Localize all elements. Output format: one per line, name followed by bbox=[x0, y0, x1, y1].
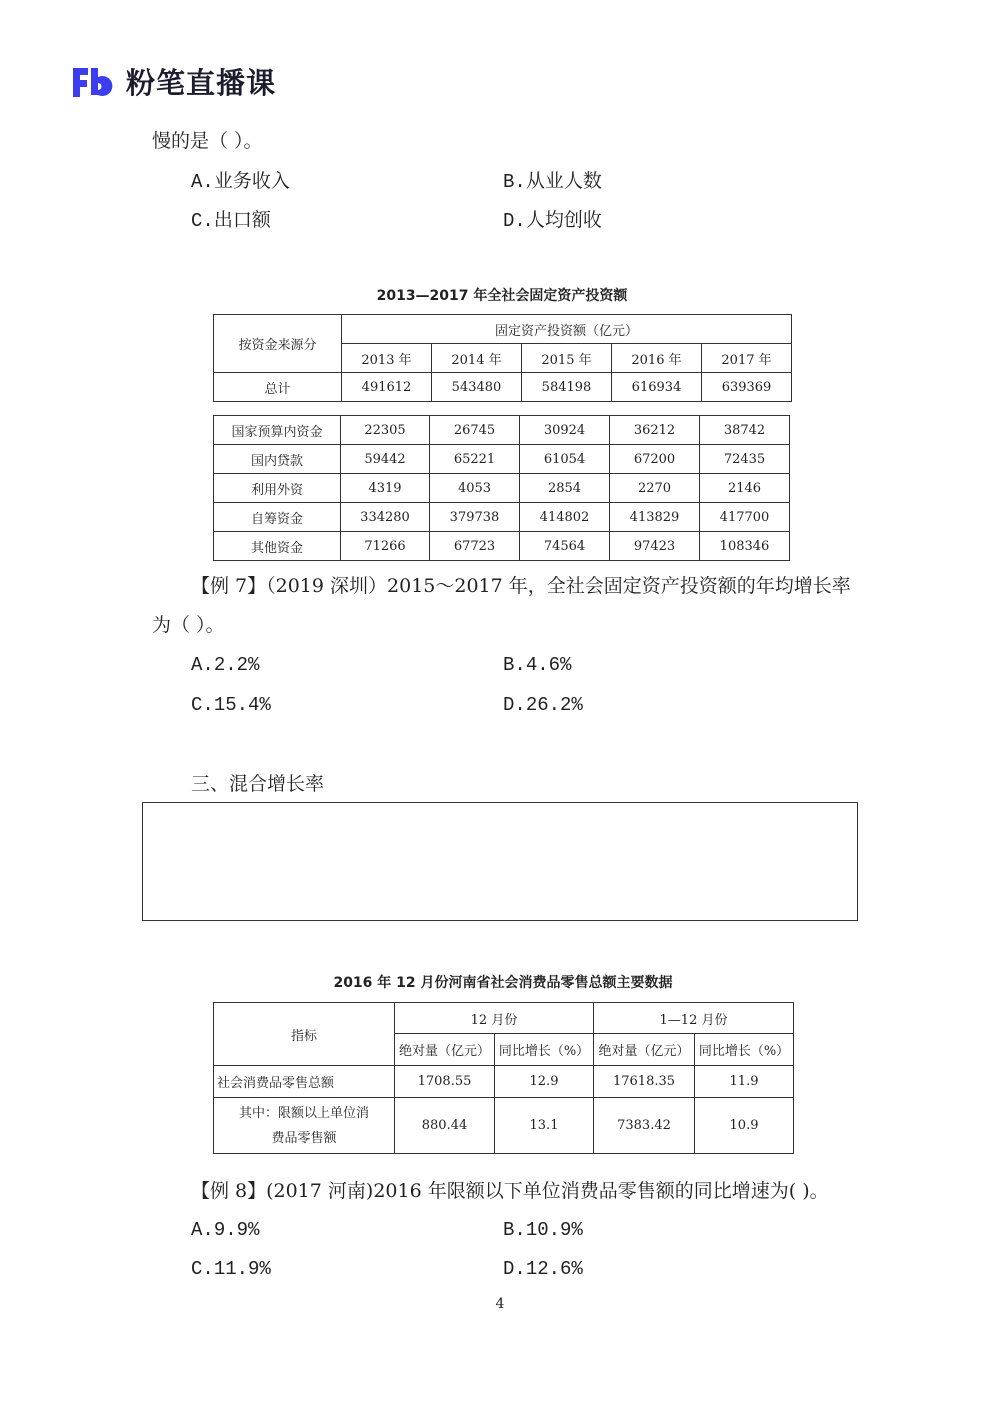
table2-cell: 7383.42 bbox=[594, 1098, 695, 1154]
table1-cell: 417700 bbox=[700, 503, 790, 532]
prev-option-c: C.出口额 bbox=[191, 209, 271, 232]
table2-row-label: 其中：限额以上单位消 费品零售额 bbox=[214, 1098, 395, 1154]
table1-cell: 108346 bbox=[700, 532, 790, 561]
table-row bbox=[214, 416, 790, 445]
table2-cell: 13.1 bbox=[495, 1098, 594, 1154]
table2-cell: 17618.35 bbox=[594, 1066, 695, 1098]
table2-subcol: 绝对量（亿元） bbox=[594, 1034, 695, 1066]
table2-cell: 10.9 bbox=[695, 1098, 794, 1154]
table1-header bbox=[213, 314, 792, 402]
table1-cell: 38742 bbox=[700, 416, 790, 445]
table1-cell: 584198 bbox=[522, 373, 612, 402]
table1-cell: 4053 bbox=[430, 474, 520, 503]
table1-year: 2013 年 bbox=[342, 344, 432, 373]
table1-cell: 491612 bbox=[342, 373, 432, 402]
table1-cell: 2146 bbox=[700, 474, 790, 503]
table-row bbox=[214, 474, 790, 503]
q7-stem-cont: 为（ ）。 bbox=[152, 614, 225, 636]
table1-cell: 543480 bbox=[432, 373, 522, 402]
q7-option-b: B.4.6% bbox=[503, 654, 572, 676]
table1-cell: 26745 bbox=[430, 416, 520, 445]
page-number: 4 bbox=[495, 1296, 505, 1312]
table1-year: 2016 年 bbox=[612, 344, 702, 373]
table2 bbox=[213, 1002, 794, 1154]
table1-row-label: 国家预算内资金 bbox=[214, 416, 341, 445]
table1-cell: 61054 bbox=[520, 445, 610, 474]
table2-cell: 1708.55 bbox=[395, 1066, 495, 1098]
q7-stem: 【例 7】（2019 深圳）2015～2017 年，全社会固定资产投资额的年均增长率 bbox=[191, 575, 851, 597]
table1-cell: 72435 bbox=[700, 445, 790, 474]
table1-total-row bbox=[214, 373, 792, 402]
table1-cell: 36212 bbox=[610, 416, 700, 445]
table1-cell: 2270 bbox=[610, 474, 700, 503]
table1-cell: 74564 bbox=[520, 532, 610, 561]
q7-option-d: D.26.2% bbox=[503, 694, 583, 716]
table2-subcol: 绝对量（亿元） bbox=[395, 1034, 495, 1066]
prev-option-b: B.从业人数 bbox=[503, 170, 602, 193]
q7-option-c: C.15.4% bbox=[191, 694, 271, 716]
table1-cell: 67200 bbox=[610, 445, 700, 474]
table2-subcol: 同比增长（%） bbox=[495, 1034, 594, 1066]
table2-cell: 12.9 bbox=[495, 1066, 594, 1098]
table1-title: 2013—2017 年全社会固定资产投资额 bbox=[376, 288, 628, 304]
table1-cell: 379738 bbox=[430, 503, 520, 532]
table1-cell: 30924 bbox=[520, 416, 610, 445]
table1-cell: 334280 bbox=[341, 503, 430, 532]
table1-cell: 65221 bbox=[430, 445, 520, 474]
prev-question-tail: 慢的是（ ）。 bbox=[152, 130, 263, 152]
q8-option-a: A.9.9% bbox=[191, 1219, 260, 1241]
table1-year: 2017 年 bbox=[702, 344, 792, 373]
table1-cell: 71266 bbox=[341, 532, 430, 561]
q8-option-b: B.10.9% bbox=[503, 1219, 583, 1241]
table1-cell: 67723 bbox=[430, 532, 520, 561]
table2-cell: 11.9 bbox=[695, 1066, 794, 1098]
q8-stem: 【例 8】(2017 河南)2016 年限额以下单位消费品零售额的同比增速为( )。 bbox=[191, 1180, 829, 1202]
fb-logo-icon bbox=[70, 64, 116, 100]
table2-title: 2016 年 12 月份河南省社会消费品零售总额主要数据 bbox=[333, 975, 673, 991]
table-row bbox=[214, 1066, 794, 1098]
table2-row-label: 社会消费品零售总额 bbox=[214, 1066, 395, 1098]
table1-cell: 413829 bbox=[610, 503, 700, 532]
table1-row-label: 其他资金 bbox=[214, 532, 341, 561]
table2-cell: 880.44 bbox=[395, 1098, 495, 1154]
table1-total-label: 总计 bbox=[214, 373, 342, 402]
table1-cell: 22305 bbox=[341, 416, 430, 445]
table-row bbox=[214, 445, 790, 474]
prev-option-d: D.人均创收 bbox=[503, 209, 602, 232]
q8-option-d: D.12.6% bbox=[503, 1258, 583, 1280]
notes-box bbox=[142, 802, 858, 921]
table-row bbox=[214, 532, 790, 561]
table2-group-header: 1—12 月份 bbox=[594, 1003, 794, 1034]
table2-row-header: 指标 bbox=[214, 1003, 395, 1066]
prev-option-a: A.业务收入 bbox=[191, 170, 290, 193]
table1-row-header: 按资金来源分 bbox=[214, 315, 342, 373]
table1-cell: 616934 bbox=[612, 373, 702, 402]
q8-option-c: C.11.9% bbox=[191, 1258, 271, 1280]
q7-option-a: A.2.2% bbox=[191, 654, 260, 676]
table1-year: 2014 年 bbox=[432, 344, 522, 373]
section-heading: 三、混合增长率 bbox=[191, 773, 325, 795]
table1-body bbox=[213, 415, 790, 561]
table1-row-label: 国内贷款 bbox=[214, 445, 341, 474]
table1-cell: 97423 bbox=[610, 532, 700, 561]
table1-cell: 4319 bbox=[341, 474, 430, 503]
table2-group-header: 12 月份 bbox=[395, 1003, 594, 1034]
table2-subcol: 同比增长（%） bbox=[695, 1034, 794, 1066]
table-row bbox=[214, 1098, 794, 1154]
table-row bbox=[214, 503, 790, 532]
table1-cell: 59442 bbox=[341, 445, 430, 474]
brand-logo-text: 粉笔直播课 bbox=[126, 66, 277, 100]
table1-cell: 639369 bbox=[702, 373, 792, 402]
table1-row-label: 自筹资金 bbox=[214, 503, 341, 532]
table1-cell: 414802 bbox=[520, 503, 610, 532]
table1-year: 2015 年 bbox=[522, 344, 612, 373]
table1-row-label: 利用外资 bbox=[214, 474, 341, 503]
table1-group-header: 固定资产投资额（亿元） bbox=[342, 315, 792, 344]
table1-cell: 2854 bbox=[520, 474, 610, 503]
